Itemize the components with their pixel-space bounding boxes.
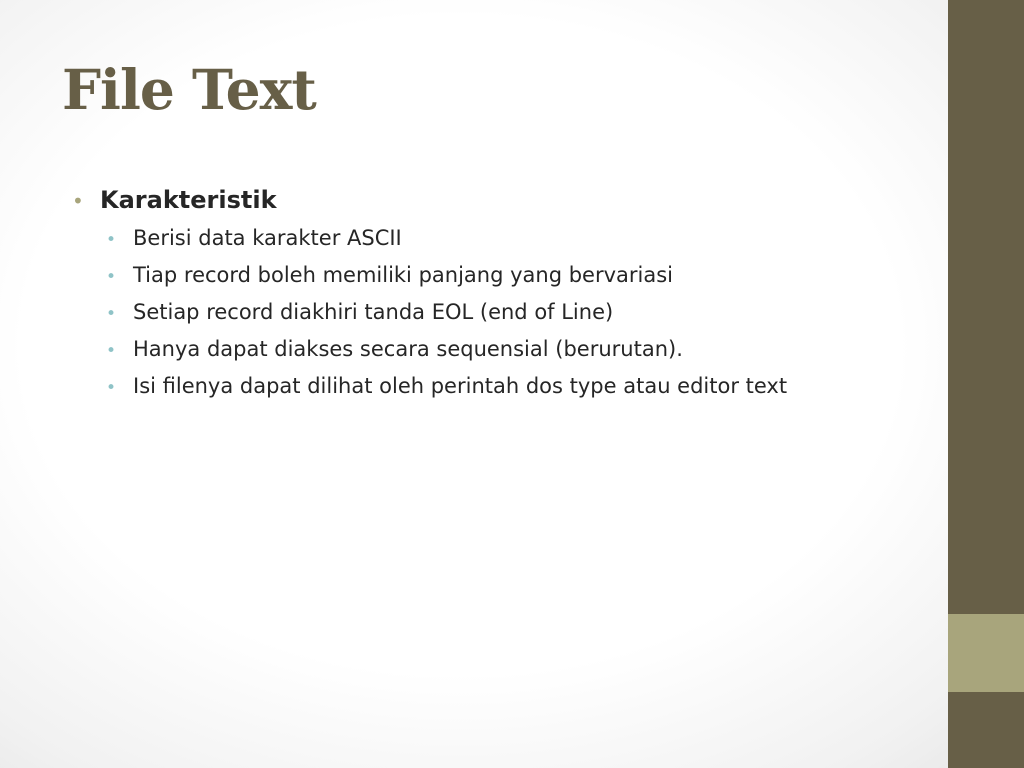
sub-bullet-icon: • bbox=[106, 378, 117, 398]
sub-bullet-text: Isi filenya dapat dilihat oleh perintah dos type atau editor text bbox=[133, 374, 788, 398]
sub-bullet-text: Setiap record diakhiri tanda EOL (end of Line) bbox=[133, 300, 614, 324]
sidebar-accent-block bbox=[948, 614, 1024, 692]
sub-bullet-icon: • bbox=[106, 230, 117, 250]
sub-bullet-text: Berisi data karakter ASCII bbox=[133, 226, 402, 250]
sub-bullet-icon: • bbox=[106, 341, 117, 361]
bullet-icon: • bbox=[72, 189, 84, 213]
sub-bullet-icon: • bbox=[106, 267, 117, 287]
bullet-item-karakteristik bbox=[72, 186, 932, 214]
sub-bullet-item bbox=[106, 300, 932, 324]
sub-bullet-text: Hanya dapat diakses secara sequensial (berurutan). bbox=[133, 337, 683, 361]
sub-bullet-item bbox=[106, 374, 932, 398]
sub-bullet-icon: • bbox=[106, 304, 117, 324]
sub-bullet-item bbox=[106, 226, 932, 250]
sub-bullet-item bbox=[106, 337, 932, 361]
slide-title: File Text bbox=[62, 57, 316, 122]
sub-bullet-item bbox=[106, 263, 932, 287]
bullet-text: Karakteristik bbox=[100, 186, 277, 214]
bullet-list bbox=[72, 186, 932, 411]
sub-bullet-text: Tiap record boleh memiliki panjang yang bervariasi bbox=[133, 263, 674, 287]
